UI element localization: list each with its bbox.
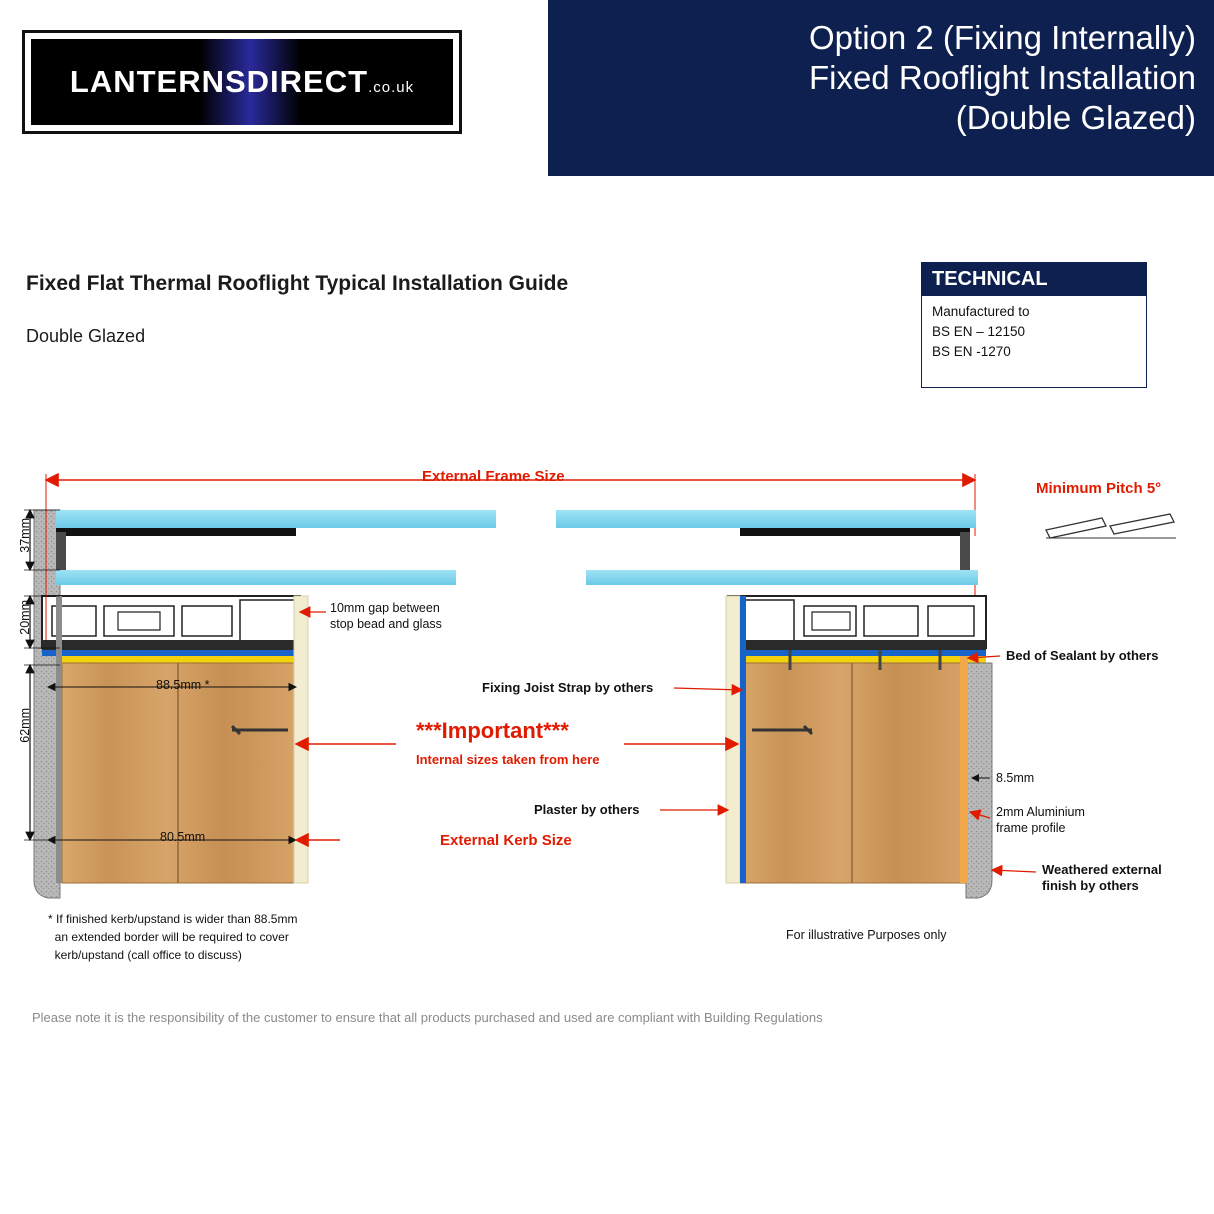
label-minimum-pitch: Minimum Pitch 5°: [1036, 480, 1162, 497]
label-external-frame-size: External Frame Size: [422, 468, 565, 485]
label-width-88-5: 88.5mm *: [156, 678, 210, 692]
header-title-line-2: Fixed Rooflight Installation: [808, 59, 1196, 96]
label-important-sub: Internal sizes taken from here: [416, 752, 600, 767]
installation-diagram: [0, 440, 1214, 960]
technical-line-2: BS EN – 12150: [932, 324, 1026, 339]
logo: [22, 30, 462, 134]
illustrative-note: For illustrative Purposes only: [786, 928, 947, 942]
label-10mm-gap: 10mm gap between stop bead and glass: [330, 601, 442, 631]
label-external-kerb-size: External Kerb Size: [440, 832, 572, 849]
label-aluminium-profile: 2mm Aluminium frame profile: [996, 805, 1085, 835]
page-subtitle: Double Glazed: [26, 326, 146, 346]
header-title: [566, 18, 1196, 138]
label-plaster: Plaster by others: [534, 802, 640, 817]
kerb-footnote: * If finished kerb/upstand is wider than 88.5mm an extended border will be required to cover kerb/upstand (call office to discuss): [48, 912, 298, 962]
label-bed-of-sealant: Bed of Sealant by others: [1006, 648, 1159, 663]
diagram-svg: [0, 440, 1214, 960]
label-fixing-joist-strap: Fixing Joist Strap by others: [482, 680, 654, 695]
logo-tld: .co.uk: [368, 79, 415, 96]
header-title-line-3: (Double Glazed): [955, 99, 1196, 136]
page-title: Fixed Flat Thermal Rooflight Typical Installation Guide: [26, 272, 569, 295]
label-weathered-finish: Weathered external finish by others: [1042, 862, 1162, 893]
label-height-62: 62mm: [18, 708, 32, 743]
label-thickness-8-5: 8.5mm: [996, 771, 1035, 785]
label-height-37: 37mm: [18, 518, 32, 553]
technical-heading: TECHNICAL: [922, 263, 1146, 296]
logo-text: [70, 64, 414, 100]
label-important-title: ***Important***: [416, 718, 569, 743]
technical-line-3: BS EN -1270: [932, 344, 1011, 359]
technical-body: [922, 296, 1146, 368]
technical-panel: [921, 262, 1147, 388]
header-title-line-1: Option 2 (Fixing Internally): [809, 19, 1196, 56]
technical-line-1: Manufactured to: [932, 304, 1030, 319]
label-height-20: 20mm: [18, 600, 32, 635]
logo-inner: [31, 39, 453, 125]
minimum-pitch-icon: [1046, 514, 1176, 538]
disclaimer: Please note it is the responsibility of the customer to ensure that all products purchased and used are compliant with Building Regulations: [32, 1010, 823, 1025]
logo-lanterns: LANTERNS: [69, 64, 247, 99]
label-width-80-5: 80.5mm: [160, 830, 206, 844]
logo-direct: DIRECT: [246, 64, 369, 99]
